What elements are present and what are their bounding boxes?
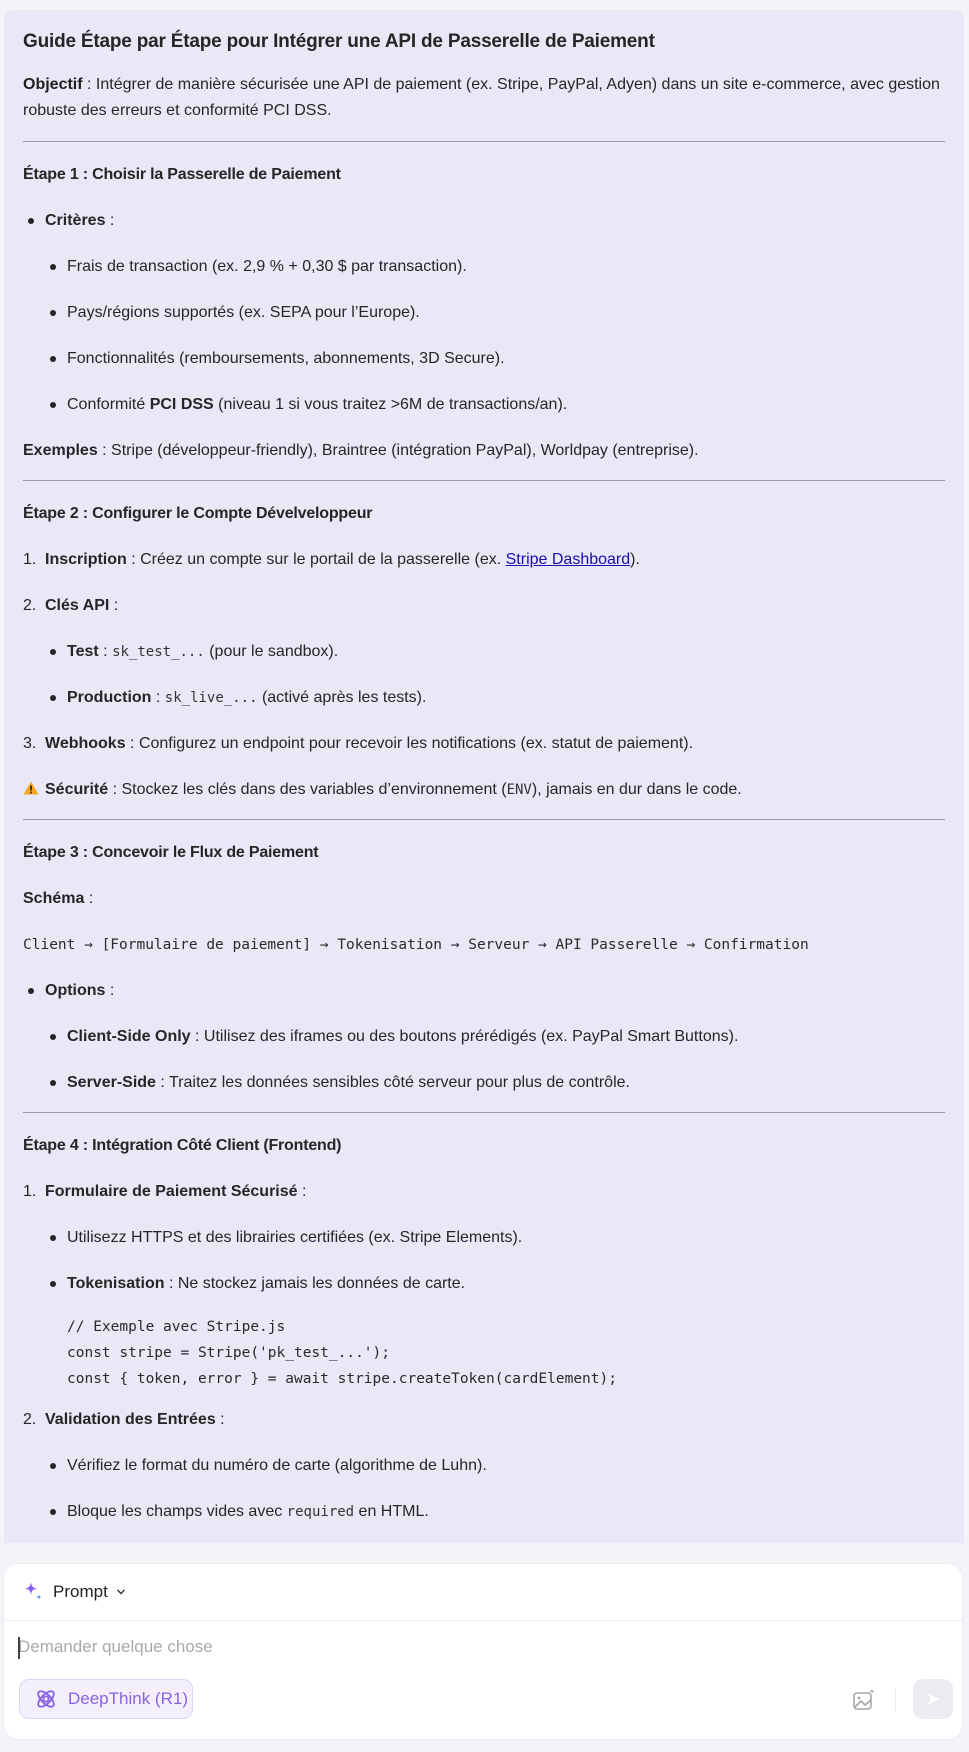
divider — [23, 1112, 945, 1113]
deepthink-toggle-button[interactable] — [19, 1679, 193, 1719]
criteria-suffix: : — [105, 212, 115, 229]
key-text: (activé après les tests). — [257, 689, 427, 706]
option-label: Client-Side Only — [67, 1028, 191, 1045]
step4-item-validation — [23, 1408, 945, 1432]
list-number: 2. — [23, 597, 37, 614]
item-text-after: ). — [630, 551, 640, 568]
key-code: sk_test_... — [112, 644, 205, 660]
validation-bullet: Vérifiez le format du numéro de carte (algorithme de Luhn). — [23, 1454, 945, 1478]
objective-paragraph — [23, 72, 945, 124]
step4-heading: Étape 4 : Intégration Côté Client (Frontend) — [23, 1137, 342, 1154]
prompt-mode-dropdown[interactable] — [23, 1581, 126, 1603]
security-text: : Stockez les clés dans des variables d’environnement ( — [108, 781, 507, 798]
bullet-text: Bloque les champs vides avec — [67, 1503, 287, 1520]
api-key-production — [23, 686, 945, 710]
list-number: 1. — [23, 1183, 37, 1200]
bullet-label: Tokenisation — [67, 1275, 165, 1292]
examples-label: Exemples — [23, 442, 98, 459]
option-text: : Utilisez des iframes ou des boutons prérédigés (ex. PayPal Smart Buttons). — [190, 1028, 739, 1045]
image-upload-icon[interactable] — [851, 1687, 877, 1713]
list-number: 1. — [23, 551, 37, 568]
security-text-after: ), jamais en dur dans le code. — [531, 781, 742, 798]
send-button[interactable] — [913, 1679, 953, 1719]
tokenisation-bullet — [23, 1272, 945, 1296]
item-label: Clés API — [45, 597, 110, 614]
item-text: : — [109, 597, 119, 614]
atom-icon — [34, 1687, 58, 1711]
payment-flow-diagram: Client → [Formulaire de paiement] → Tokenisation → Serveur → API Passerelle → Confirmation — [23, 937, 809, 953]
validation-bullet-required — [23, 1500, 945, 1524]
key-sep: : — [98, 643, 113, 660]
key-label: Production — [67, 689, 152, 706]
schema-label-row — [23, 887, 945, 911]
step4-item-secure-form — [23, 1180, 945, 1204]
key-sep: : — [151, 689, 165, 706]
code-snippet — [23, 1314, 945, 1392]
key-text: (pour le sandbox). — [204, 643, 339, 660]
prompt-mode-label: Prompt — [53, 1582, 108, 1601]
message-input[interactable] — [18, 1633, 918, 1661]
list-number: 2. — [23, 1411, 37, 1428]
key-label: Test — [67, 643, 99, 660]
options-label: Options — [45, 982, 106, 999]
required-code: required — [286, 1504, 355, 1520]
sparkle-icon — [23, 1581, 45, 1603]
deepthink-label: DeepThink (R1) — [68, 1689, 188, 1708]
criteria-subitem: Pays/régions supportés (ex. SEPA pour l’Europe). — [23, 301, 945, 325]
key-code: sk_live_... — [164, 690, 258, 706]
security-label: Sécurité — [45, 781, 109, 798]
chat-composer — [4, 1564, 962, 1739]
item-label: Formulaire de Paiement Sécurisé — [45, 1183, 298, 1200]
send-icon — [925, 1691, 941, 1707]
divider — [23, 819, 945, 820]
schema-label: Schéma — [23, 890, 85, 907]
divider — [895, 1689, 896, 1711]
item-label: Webhooks — [45, 735, 126, 752]
compliance-suffix: (niveau 1 si vous traitez >6M de transactions/an). — [213, 396, 568, 413]
list-number: 3. — [23, 735, 37, 752]
footer-disclaimer — [0, 1745, 969, 1752]
step2-heading: Étape 2 : Configurer le Compte Dévelveloppeur — [23, 505, 373, 522]
chevron-down-icon — [116, 1588, 126, 1596]
criteria-subitem: Fonctionnalités (remboursements, abonnements, 3D Secure). — [23, 347, 945, 371]
step1-heading: Étape 1 : Choisir la Passerelle de Paiement — [23, 166, 341, 183]
item-text: : Configurez un endpoint pour recevoir les notifications (ex. statut de paiement). — [125, 735, 694, 752]
input-area — [4, 1621, 962, 1679]
divider — [23, 480, 945, 481]
stripe-dashboard-link[interactable]: Stripe Dashboard — [505, 551, 631, 568]
objective-label: Objectif — [23, 76, 83, 93]
step2-item-api-keys — [23, 594, 945, 618]
code-line: // Exemple avec Stripe.js — [67, 1319, 286, 1335]
schema-suffix: : — [84, 890, 94, 907]
secure-form-bullet: Utilisezz HTTPS et des librairies certifiées (ex. Stripe Elements). — [23, 1226, 945, 1250]
code-line: const { token, error } = await stripe.createToken(cardElement); — [67, 1371, 617, 1387]
compliance-prefix: Conformité — [67, 396, 150, 413]
step3-heading: Étape 3 : Concevoir le Flux de Paiement — [23, 844, 319, 861]
item-label: Validation des Entrées — [45, 1411, 216, 1428]
item-suffix: : — [297, 1183, 307, 1200]
criteria-item — [23, 209, 945, 233]
examples-text: : Stripe (développeur-friendly), Braintree (intégration PayPal), Worldpay (entreprise). — [97, 442, 699, 459]
composer-footer — [4, 1679, 962, 1737]
criteria-subitem: Frais de transaction (ex. 2,9 % + 0,30 $ par transaction). — [23, 255, 945, 279]
option-text: : Traitez les données sensibles côté serveur pour plus de contrôle. — [155, 1074, 630, 1091]
step2-item-inscription — [23, 548, 945, 572]
text-caret — [18, 1637, 20, 1659]
env-code: ENV — [506, 782, 532, 798]
criteria-subitem-compliance — [23, 393, 945, 417]
item-suffix: : — [215, 1411, 225, 1428]
composer-header — [4, 1564, 962, 1621]
divider — [23, 141, 945, 142]
item-label: Inscription — [45, 551, 127, 568]
option-server-side — [23, 1071, 945, 1095]
objective-text: : Intégrer de manière sécurisée une API de paiement (ex. Stripe, PayPal, Adyen) dans un site e-commerce, avec gestion robuste des erreurs et conformité PCI DSS. — [23, 76, 940, 119]
bullet-text-after: en HTML. — [354, 1503, 429, 1520]
api-key-test — [23, 640, 945, 664]
criteria-label: Critères — [45, 212, 106, 229]
options-suffix: : — [105, 982, 115, 999]
examples-paragraph — [23, 439, 945, 463]
compliance-bold: PCI DSS — [149, 396, 214, 413]
step2-item-webhooks — [23, 732, 945, 756]
bullet-text: : Ne stockez jamais les données de carte. — [164, 1275, 466, 1292]
option-label: Server-Side — [67, 1074, 156, 1091]
code-line: const stripe = Stripe('pk_test_...'); — [67, 1345, 391, 1361]
warning-icon — [23, 781, 39, 795]
option-client-side — [23, 1025, 945, 1049]
security-note — [23, 778, 945, 802]
message-title: Guide Étape par Étape pour Intégrer une API de Passerelle de Paiement — [23, 31, 655, 52]
assistant-message — [4, 10, 964, 1543]
options-item — [23, 979, 945, 1003]
item-text: : Créez un compte sur le portail de la passerelle (ex. — [126, 551, 506, 568]
